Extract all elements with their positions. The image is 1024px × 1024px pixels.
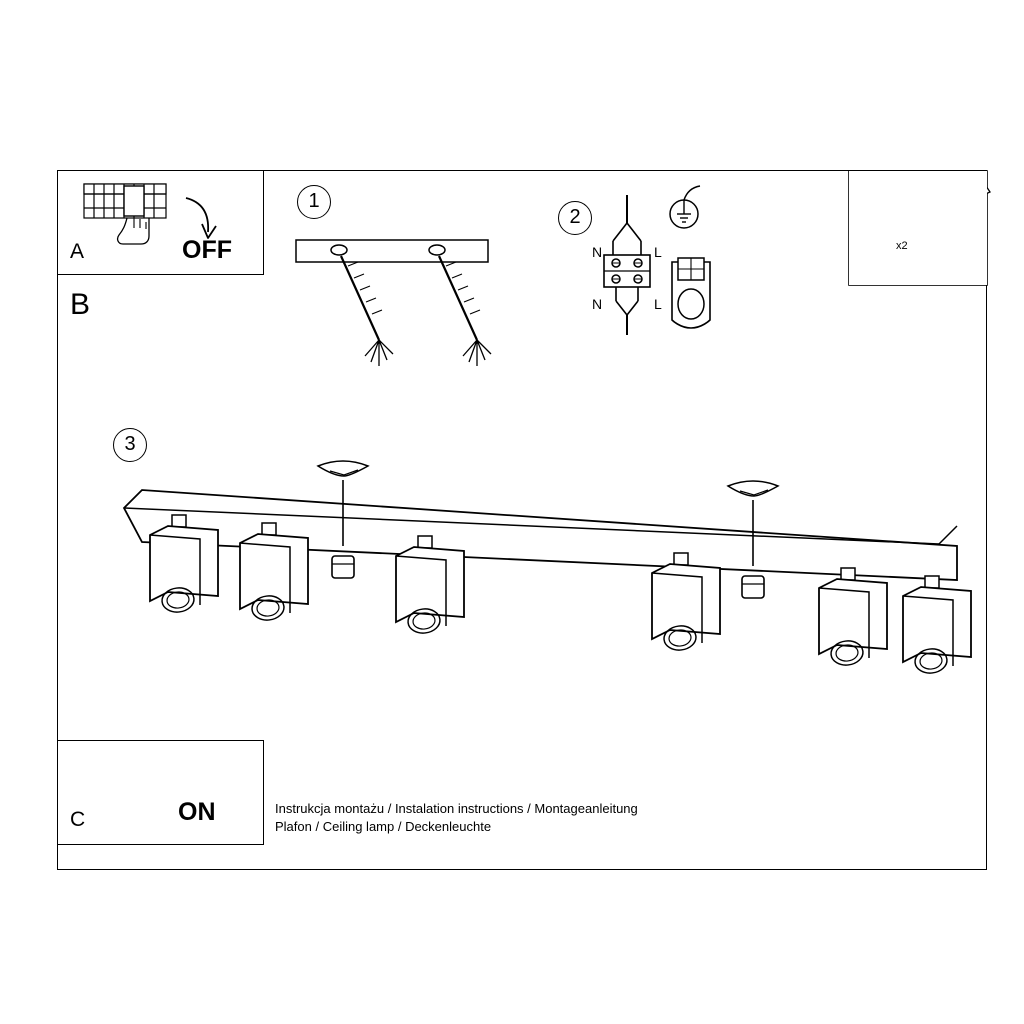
terminal-label-n-bottom: N bbox=[592, 296, 603, 312]
step-c-box bbox=[57, 740, 264, 845]
step-b-letter: B bbox=[70, 288, 91, 321]
step-c-letter: C bbox=[70, 808, 86, 831]
step-3-number: 3 bbox=[113, 428, 147, 462]
parts-quantity-label: x2 bbox=[896, 240, 908, 252]
terminal-label-l-top: L bbox=[654, 244, 662, 260]
footer-line-1: Instrukcja montażu / Instalation instructions / Montageanleitung bbox=[275, 801, 638, 816]
step-1-number: 1 bbox=[297, 185, 331, 219]
terminal-label-l-bottom: L bbox=[654, 296, 662, 312]
step-a-action-label: OFF bbox=[182, 236, 232, 264]
step-c-action-label: ON bbox=[178, 798, 216, 826]
step-a-letter: A bbox=[70, 240, 85, 263]
terminal-label-n-top: N bbox=[592, 244, 603, 260]
step-2-number: 2 bbox=[558, 201, 592, 235]
footer-line-2: Plafon / Ceiling lamp / Deckenleuchte bbox=[275, 819, 492, 834]
parts-box bbox=[849, 171, 987, 285]
